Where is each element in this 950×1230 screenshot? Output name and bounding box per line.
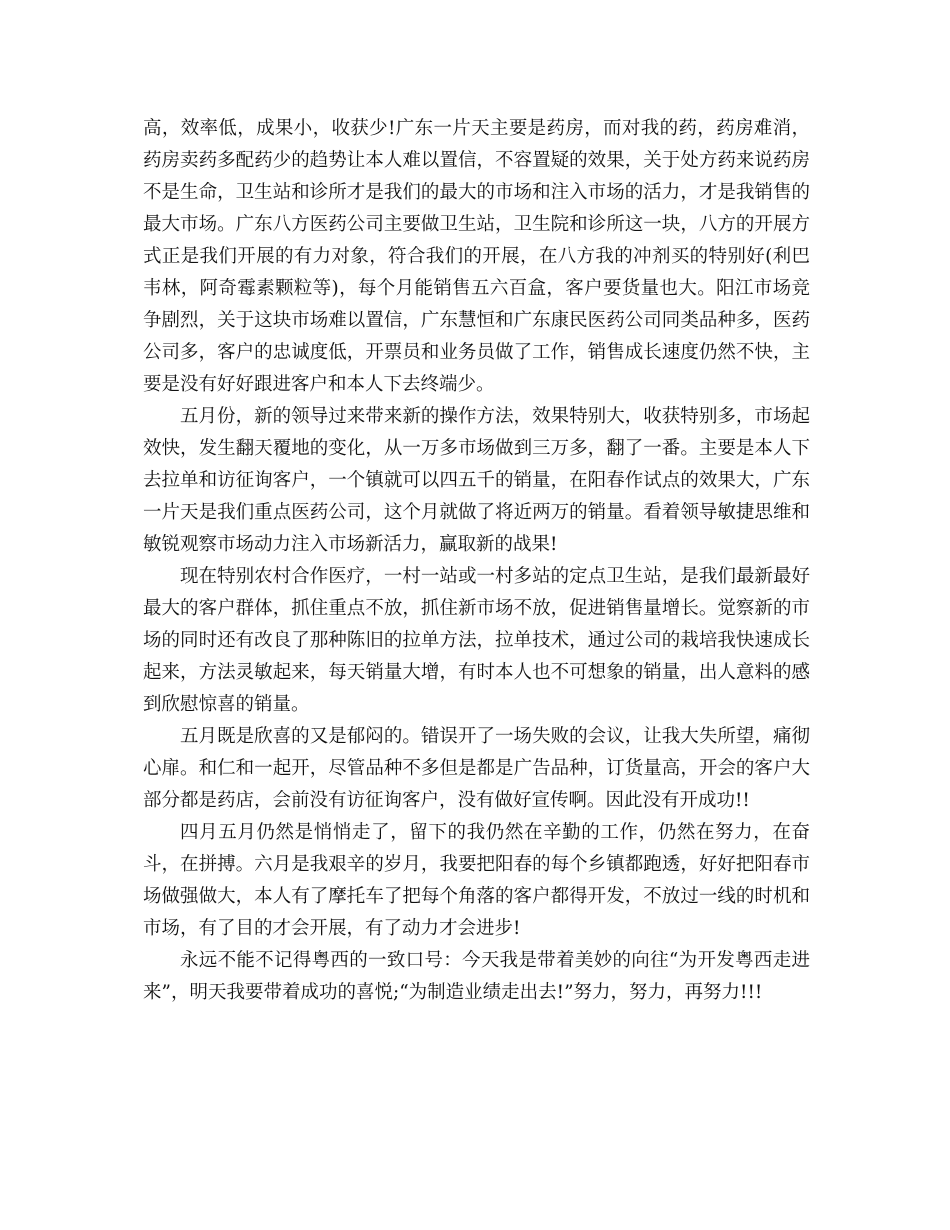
paragraph-continued: 高，效率低，成果小，收获少!广东一片天主要是药房，而对我的药，药房难消，药房卖药多配药少的趋势让本人难以置信，不容置疑的效果，关于处方药来说药房不是生命，卫生站和诊所才是我们的最大的市场和注入市场的活力，才是我销售的最大市场。广东八方医药公司主要做卫生站，卫生院和诊所这一块，八方的开展方式正是我们开展的有力对象，符合我们的开展，在八方我的冲剂买的特别好(利巴韦林，阿奇霉素颗粒等)，每个月能销售五六百盒，客户要货量也大。阳江市场竞争剧烈，关于这块市场难以置信，广东慧恒和广东康民医药公司同类品种多，医药公司多，客户的忠诚度低，开票员和业务员做了工作，销售成长速度仍然不快，主要是没有好好跟进客户和本人下去终端少。 [143, 118, 810, 395]
paragraph-slogan: 永远不能不记得粤西的一致口号：今天我是带着美妙的向往“为开发粤西走进来”，明天我要带着成功的喜悦;“为制造业绩走出去!”努力，努力，再努力!!! [143, 950, 810, 1003]
paragraph-rural-medical: 现在特别农村合作医疗，一村一站或一村多站的定点卫生站，是我们最新最好最大的客户群体，抓住重点不放，抓住新市场不放，促进销售量增长。觉察新的市场的同时还有改良了那种陈旧的拉单方法，拉单技术，通过公司的栽培我快速成长起来，方法灵敏起来，每天销量大增，有时本人也不可想象的销量，出人意料的感到欣慰惊喜的销量。 [143, 566, 810, 715]
paragraph-may-meeting: 五月既是欣喜的又是郁闷的。错误开了一场失败的会议，让我大失所望，痛彻心扉。和仁和一起开，尽管品种不多但是都是广告品种，订货量高，开会的客户大部分都是药店，会前没有访征询客户，没有做好宣传啊。因此没有开成功!! [143, 726, 810, 811]
document-body [143, 113, 810, 1009]
paragraph-april-may-work: 四月五月仍然是悄悄走了，留下的我仍然在辛勤的工作，仍然在努力，在奋斗，在拼搏。六月是我艰辛的岁月，我要把阳春的每个乡镇都跑透，好好把阳春市场做强做大，本人有了摩托车了把每个角落的客户都得开发，不放过一线的时机和市场，有了目的才会开展，有了动力才会进步! [143, 822, 810, 939]
paragraph-may-new-leader: 五月份，新的领导过来带来新的操作方法，效果特别大，收获特别多，市场起效快，发生翻天覆地的变化，从一万多市场做到三万多，翻了一番。主要是本人下去拉单和访征询客户，一个镇就可以四五千的销量，在阳春作试点的效果大，广东一片天是我们重点医药公司，这个月就做了将近两万的销量。看着领导敏捷思维和敏锐观察市场动力注入市场新活力，赢取新的战果! [143, 406, 810, 555]
